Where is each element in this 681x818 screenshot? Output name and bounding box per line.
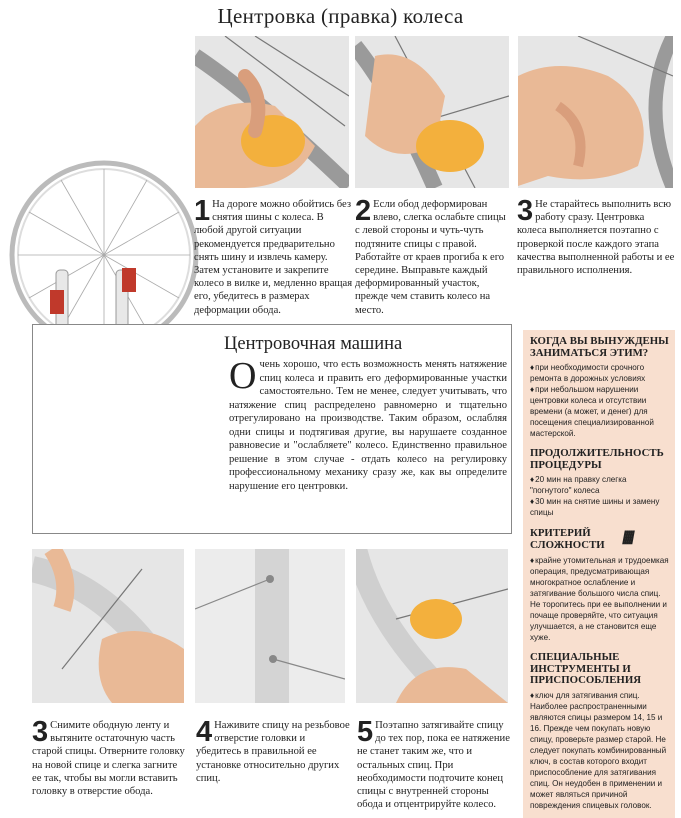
duration-item-2: ♦30 мин на снятие шины и замену спицы xyxy=(530,497,660,517)
when-item-2: ♦при небольшом нарушении центровки колеса и отсутствии времени (а может, и денег) для посещения специализированной мастерской. xyxy=(530,385,654,438)
step-bottom-5-text: Поэтапно затягивайте спицу до тех пор, пока ее натяжение не станет таким же, что и остальных спиц. При необходимости подточите конец спицы с внутренней стороны обода и отцентрируйте колесо. xyxy=(357,720,510,811)
when-title: КОГДА ВЫ ВЫНУЖДЕНЫ ЗАНИМАТЬСЯ ЭТИМ? xyxy=(530,335,669,359)
step-bottom-5 xyxy=(357,716,511,811)
truing-machine-text xyxy=(229,355,507,493)
photo-step-b3 xyxy=(32,549,184,703)
step-bottom-4-text: Наживите спицу на резьбовое отверстие головки и убедитесь в правильной ее установке относительно других спиц. xyxy=(196,720,350,784)
difficulty-title: КРИТЕРИЙ СЛОЖНОСТИ xyxy=(530,527,605,551)
truing-machine-title: Центровочная машина xyxy=(224,334,403,354)
photo-step-1 xyxy=(195,36,349,188)
step-bottom-4 xyxy=(196,716,350,785)
dropcap: О xyxy=(229,355,257,397)
step-top-1 xyxy=(194,195,354,317)
step-top-2 xyxy=(355,195,513,317)
tools-text: ♦ключ для затягивания спиц. Наиболее распространенными являются спицы размером 14, 15 и 16. Прежде чем покупать новую спицу, проверьте размер старой. Не следует покупать комбинированный ключ, в состав которого входит приспособление для затягивания спиц. Он неудобен в применении и может являться причиной повреждения спицевых головок. xyxy=(530,690,667,810)
step-bottom-3-number: 3 xyxy=(32,716,49,748)
page-title: Центровка (правка) колеса xyxy=(217,4,464,28)
difficulty-text: ♦крайне утомительная и трудоемкая операция, предусматривающая многократное ослабление и затягивание большого числа спиц. Не торопитесь при ее выполнении и почаще проверяйте, что ситуация улучшается, а не становится еще хуже. xyxy=(530,556,669,642)
step-top-3-text: Не старайтесь выполнить всю работу сразу. Центровка колеса выполняется поэтапно с проверкой после каждого этапа качества выполненной работы и ее правильного исполнения. xyxy=(517,199,675,277)
photo-step-b4 xyxy=(195,549,345,703)
step-top-3 xyxy=(517,195,675,277)
step-top-2-text: Если обод деформирован влево, слегка ослабьте спицы с левой стороны и чуть-чуть подтяните спицы с правой. Работайте от краев прогиба к его середине. Выправьте каждый деформированный участок, прежде чем ставить колесо на место. xyxy=(355,199,506,316)
step-bottom-3 xyxy=(32,716,188,798)
truing-machine-body: чень хорошо, что есть возможность менять натяжение спиц колеса и править его деформированные участки самостоятельно. Тем не менее, следует учитывать, что натяжение спиц распределено равномерно и тщательно отрегулировано на производстве. Таким образом, ослабляя одни спицы и подтягивая другие, вы нарушаете созданное равновесие и "ослабляете" колесо. Единственно правильное решение в этом случае - отдать колесо на регулировку профессиональному механику сразу же, как вы определите нарушение его центровки. xyxy=(229,359,507,492)
wrench-icons: ///// xyxy=(622,528,633,548)
photo-step-b5 xyxy=(356,549,508,703)
duration-item-1: ♦20 мин на правку слегка "погнутого" колеса xyxy=(530,475,627,495)
step-top-2-number: 2 xyxy=(355,195,372,227)
photo-step-3 xyxy=(518,36,673,188)
step-bottom-4-number: 4 xyxy=(196,716,213,748)
step-bottom-3-text: Снимите ободную ленту и вытяните остаточную часть старой спицы. Отверните головку на новой спице и слегка загните ее так, чтобы вы могли вставить головку в отверстие обода. xyxy=(32,720,185,798)
when-item-1: ♦при необходимости срочного ремонта в дорожных условиях xyxy=(530,363,646,383)
step-bottom-5-number: 5 xyxy=(357,716,374,748)
info-sidebar xyxy=(523,330,675,818)
step-top-1-number: 1 xyxy=(194,195,211,227)
step-top-1-text: На дороге можно обойтись без снятия шины с колеса. В любой другой ситуации рекомендуется предварительно снять шину и извлечь камеру. Затем установите и закрепите колесо в вилке и, медленно вращая его, убедитесь в размерах деформации обода. xyxy=(194,199,353,316)
photo-step-2 xyxy=(355,36,509,188)
duration-title: ПРОДОЛЖИТЕЛЬНОСТЬ ПРОЦЕДУРЫ xyxy=(530,447,664,471)
tools-title: СПЕЦИАЛЬНЫЕ ИНСТРУМЕНТЫ И ПРИСПОСОБЛЕНИЯ xyxy=(530,651,642,686)
step-top-3-number: 3 xyxy=(517,195,534,227)
